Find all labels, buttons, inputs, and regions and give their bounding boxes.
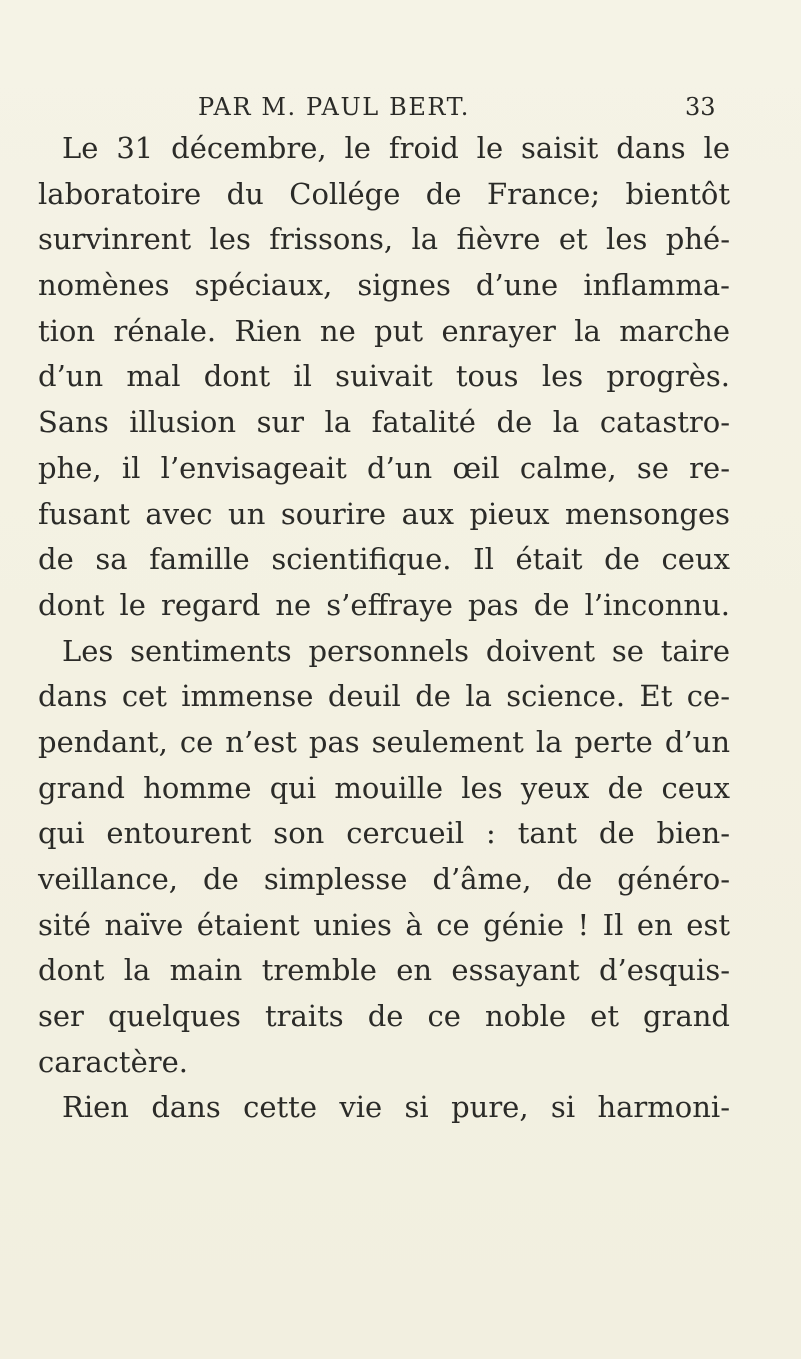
- text-line: ser quelques traits de ce noble et grand: [38, 999, 730, 1034]
- text-line: nomènes spéciaux, signes d’une inflamma-: [38, 268, 730, 303]
- text-line: d’un mal dont il suivait tous les progrès.: [38, 359, 730, 394]
- text-line: laboratoire du Collége de France; bientôt: [38, 176, 730, 211]
- text-line: veillance, de simplesse d’âme, de généro-: [38, 862, 730, 896]
- text-line: Le 31 décembre, le froid le saisit dans le: [62, 131, 730, 165]
- text-line: qui entourent son cercueil : tant de bien-: [38, 816, 730, 851]
- text-line: sité naïve étaient unies à ce génie ! Il en est: [38, 907, 730, 942]
- text-line: Sans illusion sur la fatalité de la catastro-: [38, 405, 730, 440]
- text-line: caractère.: [38, 1044, 188, 1079]
- text-line: phe, il l’envisageait d’un œil calme, se re-: [38, 450, 730, 485]
- text-line: survinrent les frissons, la fièvre et les phé-: [38, 222, 730, 257]
- running-head: [0, 92, 801, 122]
- text-line: dont la main tremble en essayant d’esquis-: [38, 953, 730, 988]
- page-number: 33: [685, 93, 716, 121]
- text-line: pendant, ce n’est pas seulement la perte d’un: [38, 724, 730, 759]
- text-line: tion rénale. Rien ne put enrayer la marche: [38, 313, 730, 348]
- running-title: PAR M. PAUL BERT.: [198, 93, 470, 121]
- text-line: Les sentiments personnels doivent se taire: [62, 633, 730, 668]
- text-line: dont le regard ne s’effraye pas de l’inconnu.: [38, 587, 730, 622]
- text-line: dans cet immense deuil de la science. Et ce-: [38, 679, 730, 714]
- body-text: [38, 126, 730, 1131]
- text-line: de sa famille scientifique. Il était de ceux: [38, 542, 730, 577]
- text-line: grand homme qui mouille les yeux de ceux: [38, 770, 730, 805]
- text-line: Rien dans cette vie si pure, si harmoni-: [62, 1090, 730, 1125]
- text-line: fusant avec un sourire aux pieux mensonges: [38, 496, 730, 531]
